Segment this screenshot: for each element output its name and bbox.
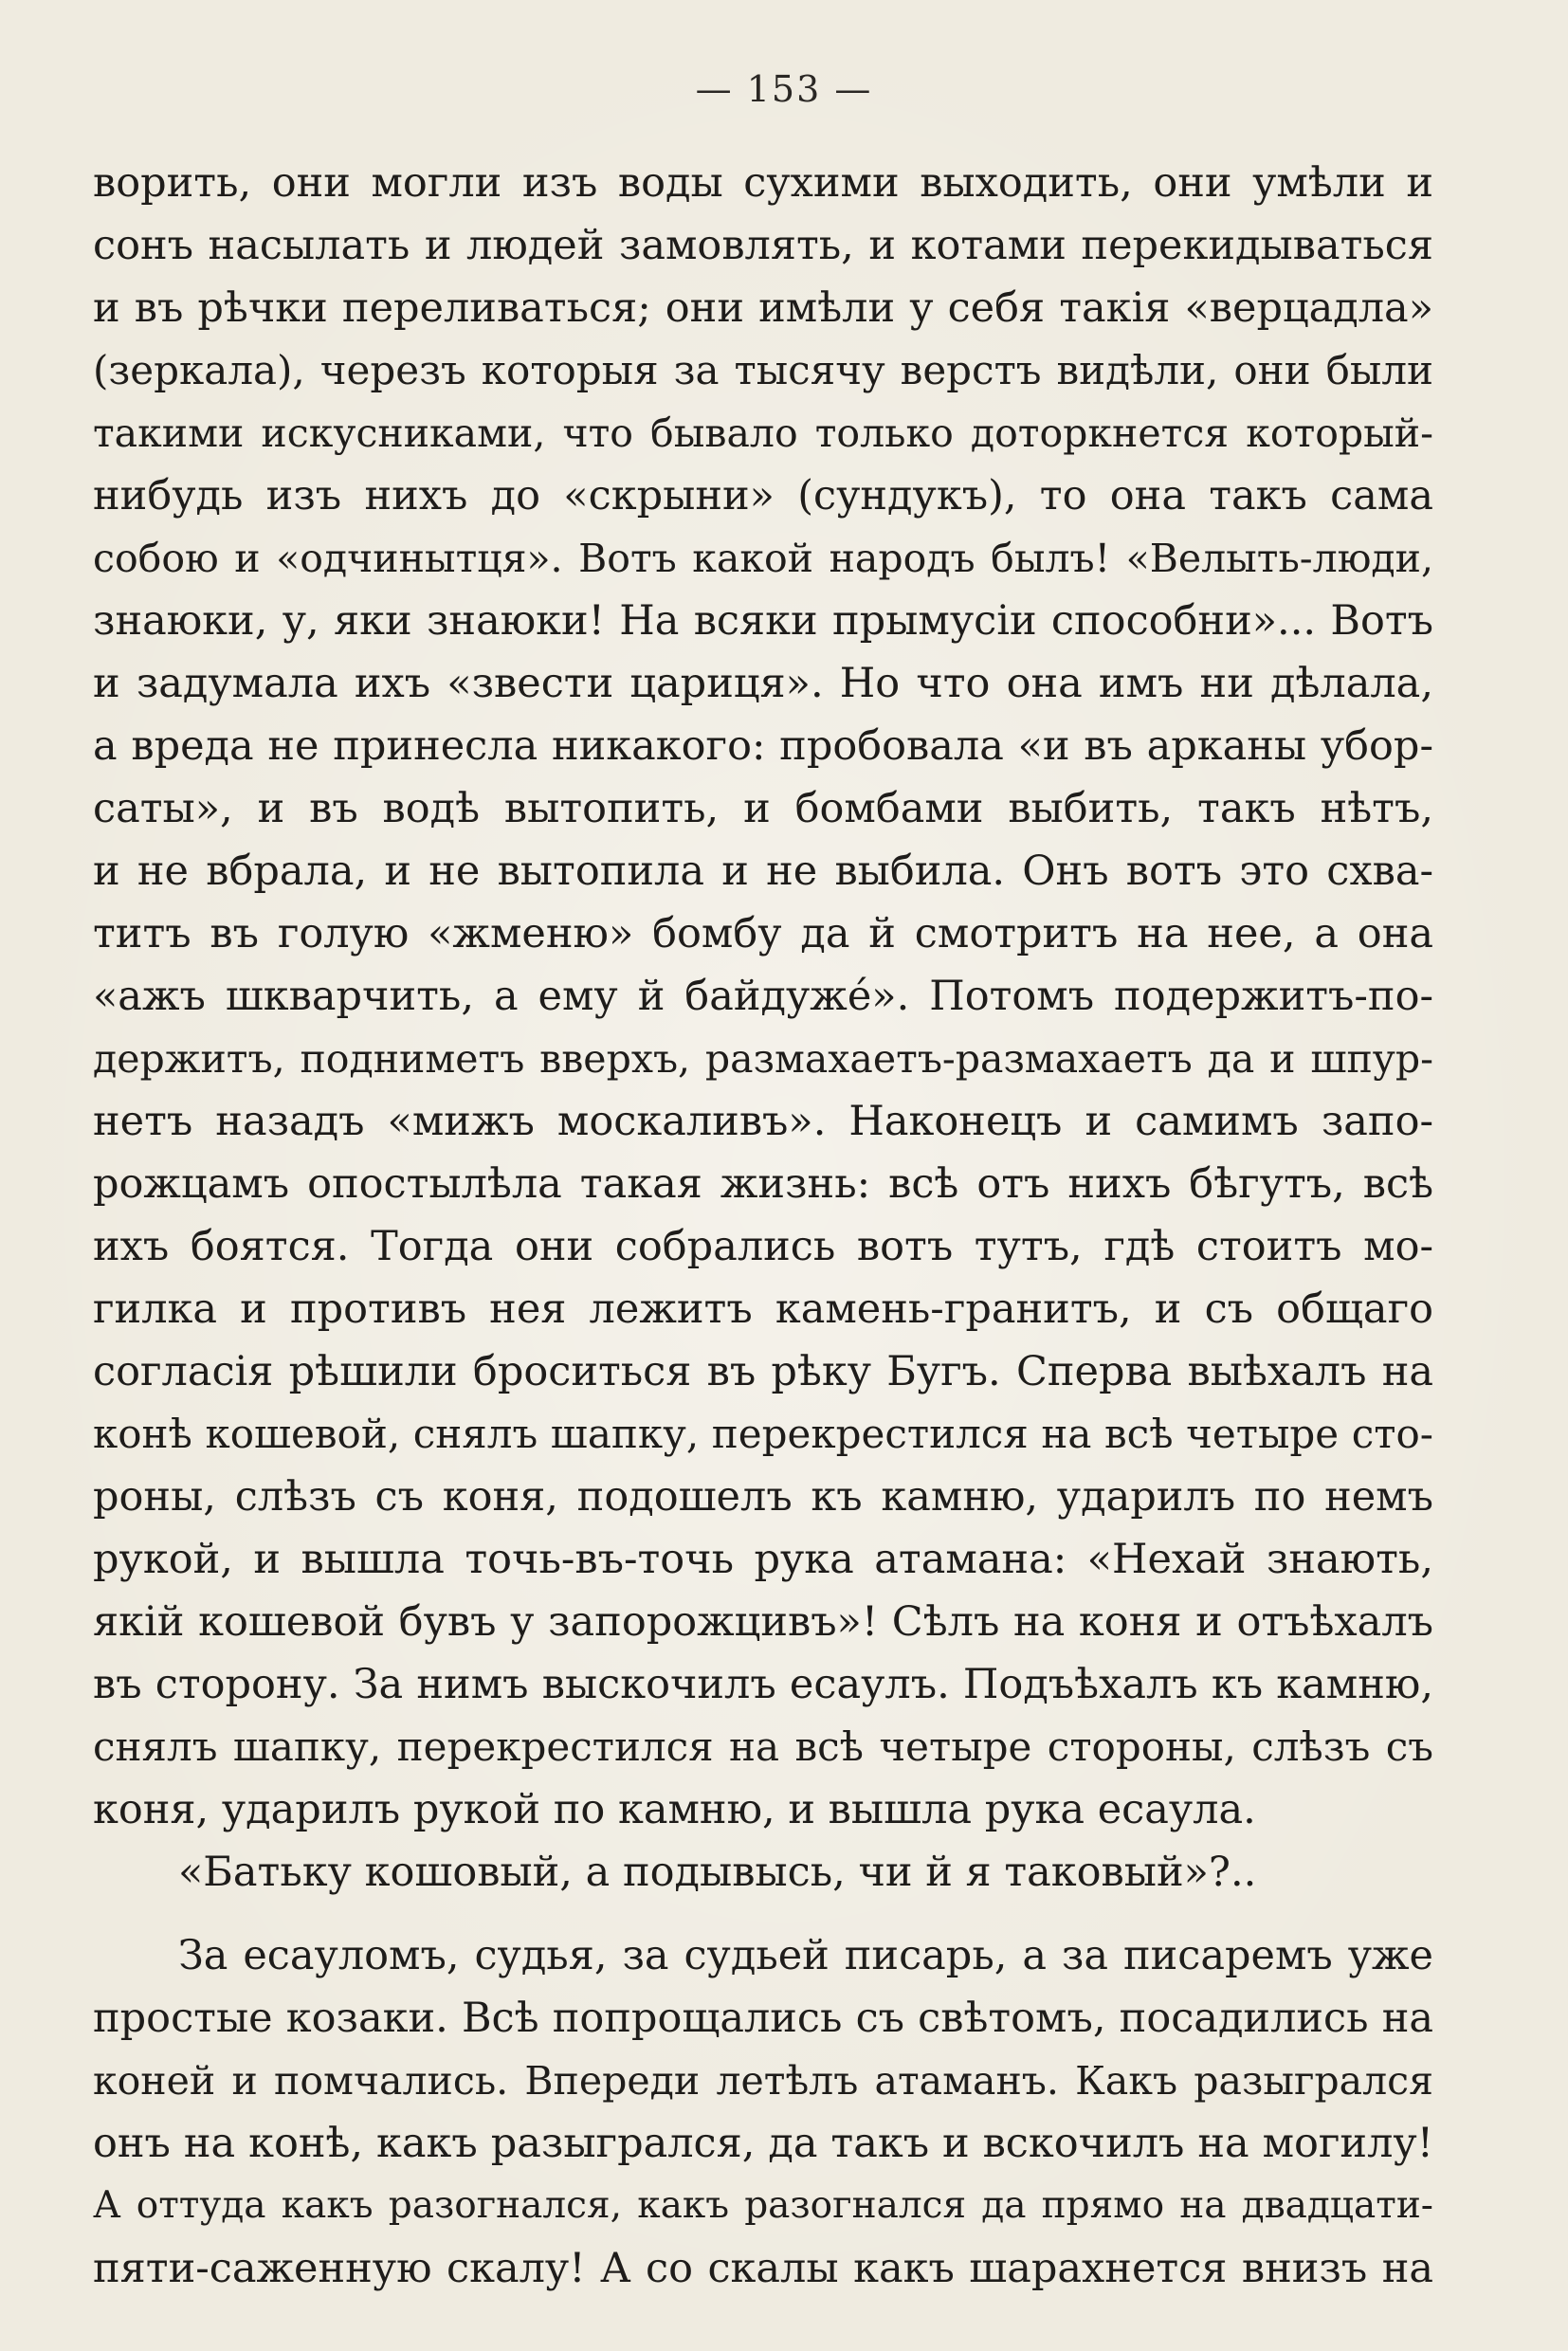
text-line-20: согласія рѣшили броситься въ рѣку Бугъ. Сперва выѣхалъ на [93,1348,1433,1395]
text-line-19: гилка и противъ нея лежитъ камень-гранитъ, и съ общаго [93,1285,1433,1333]
text-line-32: онъ на конѣ, какъ разыгрался, да такъ и вскочилъ на могилу! [93,2120,1433,2167]
text-line-11: саты», и въ водѣ вытопить, и бомбами выбить, такъ нѣтъ, [93,785,1433,832]
text-line-2: сонъ насылать и людей замовлять, и котами перекидываться [93,222,1433,269]
text-line-21: конѣ кошевой, снялъ шапку, перекрестился на всѣ четыре сто- [93,1411,1433,1457]
text-line-23: рукой, и вышла точь-въ-точь рука атамана: «Нехай знають, [93,1536,1433,1583]
text-line-25: въ сторону. За нимъ выскочилъ есаулъ. Подъѣхалъ къ камню, [93,1661,1433,1708]
text-line-5: такими искусниками, что бывало только доторкнется который- [93,410,1433,456]
text-line-9: и задумала ихъ «звести цариця». Но что она имъ ни дѣлала, [93,660,1433,707]
text-line-34: пяти-саженную скалу! А со скалы какъ шарахнется внизъ на [93,2245,1433,2292]
text-line-8: знаюки, у, яки знаюки! На всяки прымусіи способни»... Вотъ [93,597,1433,645]
text-line-22: роны, слѣзъ съ коня, подошелъ къ камню, ударилъ по немъ [93,1473,1433,1521]
text-line-15: держитъ, подниметъ вверхъ, размахаетъ-размахаетъ да и шпур- [93,1036,1433,1082]
paragraph-start-line: За есауломъ, судья, за судьей писарь, а за писаремъ уже [178,1932,1433,1979]
text-line-26: снялъ шапку, перекрестился на всѣ четыре стороны, слѣзъ съ [93,1723,1433,1770]
text-line-27: коня, ударилъ рукой по камню, и вышла рука есаула. [93,1786,1256,1833]
text-line-12: и не вбрала, и не вытопила и не выбила. Онъ вотъ это схва- [93,847,1433,895]
body-text [93,152,1433,2300]
text-line-7: собою и «одчинытця». Вотъ какой народъ былъ! «Велыть-люди, [93,536,1433,581]
text-line-1: ворить, они могли изъ воды сухими выходить, они умѣли и [93,159,1433,207]
text-line-31: коней и помчались. Впереди летѣлъ атаманъ. Какъ разыгрался [93,2058,1433,2104]
text-line-16: нетъ назадъ «мижъ москаливъ». Наконецъ и самимъ запо- [93,1098,1433,1145]
text-line-30: простые козаки. Всѣ попрощались съ свѣтомъ, посадились на [93,1995,1433,2042]
quote-line: «Батьку кошовый, а подывысь, чи й я таковый»?.. [178,1849,1257,1896]
text-line-17: рожцамъ опостылѣла такая жизнь: всѣ отъ нихъ бѣгутъ, всѣ [93,1160,1433,1208]
page-number: — 153 — [695,68,873,110]
text-line-14: «ажъ шкварчить, а ему й байдужé». Потомъ подержитъ-по- [93,973,1433,1020]
text-line-3: и въ рѣчки переливаться; они имѣли у себя такія «верцадла» [93,284,1433,332]
text-line-6: нибудь изъ нихъ до «скрыни» (сундукъ), то она такъ сама [93,472,1433,519]
text-line-13: титъ въ голую «жменю» бомбу да й смотритъ на нее, а она [93,910,1433,957]
text-line-4: (зеркала), черезъ которыя за тысячу верстъ видѣли, они были [93,347,1433,393]
text-line-24: якій кошевой бувъ у запорожцивъ»! Сѣлъ на коня и отъѣхалъ [93,1598,1433,1646]
text-line-18: ихъ боятся. Тогда они собрались вотъ тутъ, гдѣ стоитъ мо- [93,1223,1433,1270]
text-line-10: а вреда не принесла никакого: пробовала «и въ арканы убор- [93,722,1433,770]
text-line-33: А оттуда какъ разогнался, какъ разогнался да прямо на двадцати- [93,2184,1433,2227]
